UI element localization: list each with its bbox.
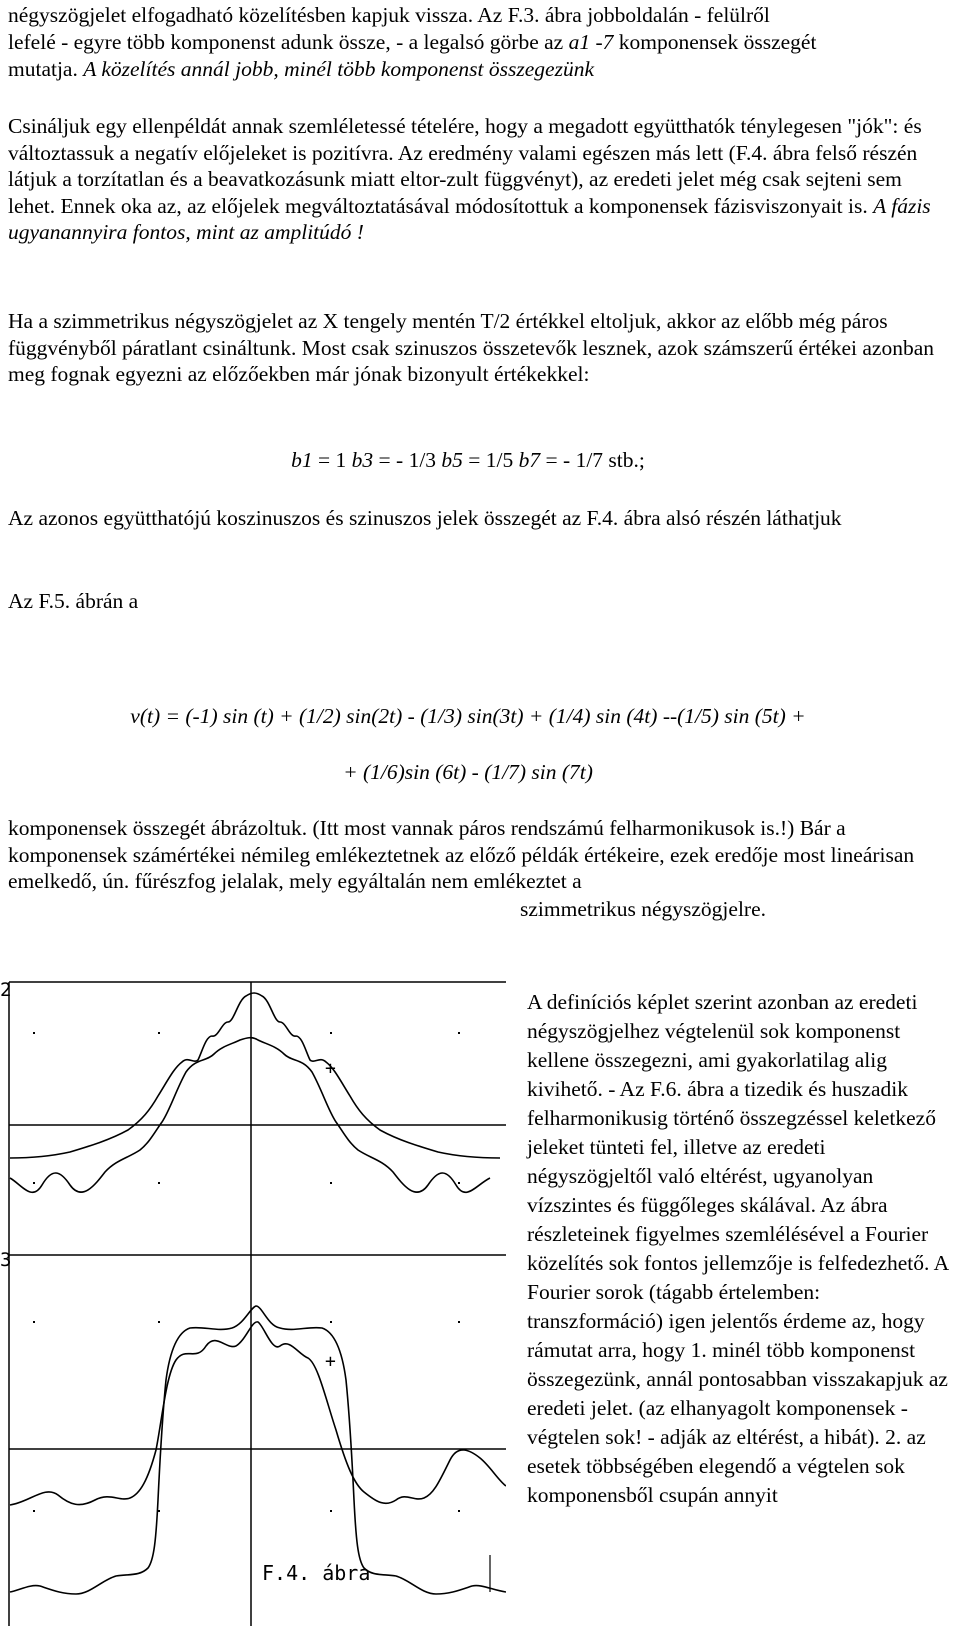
intro-line-1: négyszögjelet elfogadható közelítésben kapjuk vissza. Az F.3. ábra jobboldalán - felülről	[8, 3, 770, 27]
vt-formula-line-1: v(t) = (-1) sin (t) + (1/2) sin(2t) - (1/3) sin(3t) + (1/4) sin (4t) --(1/5) sin (5t) +	[130, 704, 806, 728]
coefficient-formula: b1 = 1 b3 = - 1/3 b5 = 1/5 b7 = - 1/7 stb.;	[291, 448, 645, 472]
top-panel-grid-dots	[33, 1032, 460, 1184]
vt-formula-line-2: + (1/6)sin (6t) - (1/7) sin (7t)	[343, 760, 593, 784]
bottom-curve-sum	[10, 1322, 506, 1505]
bottom-marker: +	[325, 1351, 336, 1372]
top-marker: +	[325, 1058, 336, 1079]
shift-paragraph: Ha a szimmetrikus négyszögjelet az X tengely mentén T/2 értékkel eltoljuk, akkor az előbb még páros függvényből páratlant csináltunk. Most csak szinuszos összetevők lesznek, azok számszerű értékei azonban meg fognak egyezni az előzőekben már jónak bizonyult értékekkel:	[8, 309, 934, 386]
top-panel-label: 2	[0, 980, 12, 1001]
intro-line-3: mutatja. A közelítés annál jobb, minél több komponenst összegezünk	[8, 57, 594, 81]
top-curve-original	[10, 1038, 490, 1193]
figure-caption: F.4. ábra	[262, 1561, 371, 1585]
bottom-curve-square	[10, 1306, 506, 1594]
f5-intro: Az F.5. ábrán a	[8, 589, 139, 613]
figure-f4	[0, 980, 506, 1626]
sawtooth-paragraph: komponensek összegét ábrázoltuk. (Itt most vannak páros rendszámú felharmonikusok is.!) Bár a komponensek számértékei némileg emlékeztetnek az előző példák értékeire, ezek eredője most lineárisan emelkedő, ún. fűrészfog jelalak, mely egyáltalán nem emlékeztet a	[8, 816, 915, 893]
bottom-panel-label: 3	[0, 1249, 12, 1271]
sidebar-paragraph: A definíciós képlet szerint azonban az eredeti négyszögjelhez végtelenül sok komponenst kellene összegezni, ami gyakorlatilag alig kivihető. - Az F.6. ábra a tizedik és huszadik felharmonikusig történő összegzéssel keletkező jeleket tünteti fel, illetve az eredeti négyszögjeltől való eltérést, ugyanolyan vízszintes és függőleges skálával. Az ábra részleteinek figyelmes szemlélésével a Fourier közelítés sok fontos jellemzője is felfedezhető. A Fourier sorok (tágabb értelemben: transzformáció) igen jelentős érdeme az, hogy rámutat arra, hogy 1. minél több komponenst összegezünk, annál pontosabban visszakapjuk az eredeti jelet. (az elhanyagolt komponensek - végtelen sok! - adják az eltérést, a hibát). 2. az esetek többségében elegendő a végtelen sok komponensből csupán annyit	[527, 990, 948, 1507]
bottom-panel-grid-dots	[33, 1321, 460, 1512]
top-curve-distorted	[10, 993, 500, 1158]
sawtooth-paragraph-end: szimmetrikus négyszögjelre.	[520, 897, 766, 921]
counterexample-paragraph: Csináljuk egy ellenpéldát annak szemléletessé tételére, hogy a megadott együtthatók ténylegesen "jók": és változtassuk a negatív előjeleket is pozitívra. Az eredmény valami egészen más lett (F.4. ábra felső részén látjuk a torzítatlan és a beavatkozásunk miatt eltor-zult függvényt), az eredeti jelet még csak sejteni sem lehet. Ennek oka az, az előjelek megváltoztatásával módosítottuk a komponensek fázisviszonyait is. A fázis ugyanannyira fontos, mint az amplitúdó !	[8, 114, 931, 244]
sum-paragraph: Az azonos együtthatójú koszinuszos és szinuszos jelek összegét az F.4. ábra alsó részén láthatjuk	[8, 506, 842, 530]
intro-line-2: lefelé - egyre több komponenst adunk össze, - a legalsó görbe az a1 -7 komponensek összegét	[8, 30, 817, 54]
